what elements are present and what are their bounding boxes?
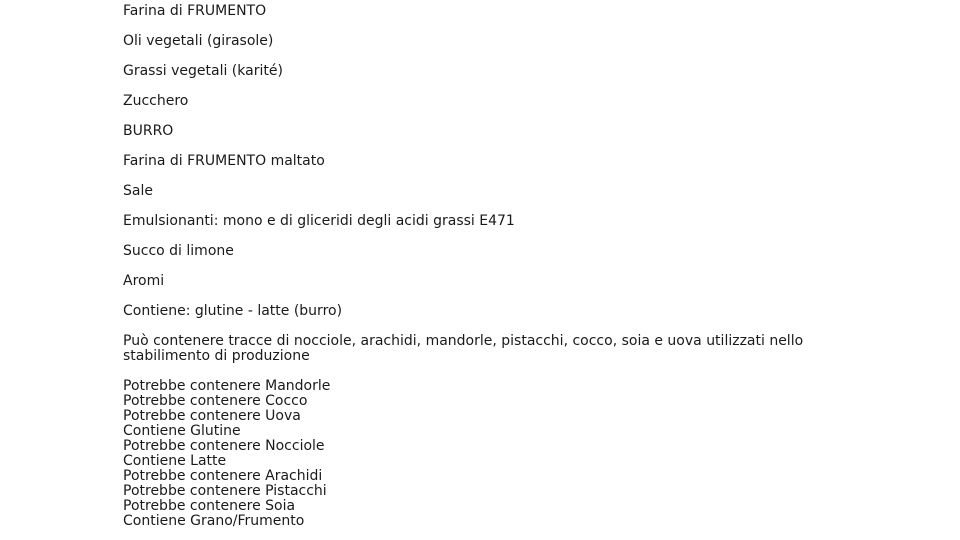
ingredient-item: Oli vegetali (girasole) (123, 33, 274, 49)
ingredient-item: Emulsionanti: mono e di gliceridi degli acidi grassi E471 (123, 213, 515, 229)
allergen-item: Potrebbe contenere Uova (123, 408, 301, 424)
allergen-item: Potrebbe contenere Mandorle (123, 378, 331, 394)
allergen-item: Contiene Latte (123, 453, 227, 469)
allergen-list (123, 379, 853, 529)
allergen-item: Contiene Glutine (123, 423, 241, 439)
ingredient-item: Succo di limone (123, 243, 234, 259)
allergen-item: Potrebbe contenere Cocco (123, 393, 308, 409)
allergen-item: Potrebbe contenere Arachidi (123, 468, 323, 484)
ingredient-item: BURRO (123, 123, 174, 139)
ingredient-item: Sale (123, 183, 153, 199)
allergen-item: Potrebbe contenere Nocciole (123, 438, 325, 454)
ingredient-item: Grassi vegetali (karité) (123, 63, 283, 79)
ingredient-item: Farina di FRUMENTO (123, 3, 267, 19)
trace-disclaimer: Può contenere tracce di nocciole, arachidi, mandorle, pistacchi, cocco, soia e uova utilizzati nello stabilimento di produzione (123, 333, 804, 364)
ingredient-item: Aromi (123, 273, 165, 289)
allergen-item: Potrebbe contenere Pistacchi (123, 483, 327, 499)
allergen-item: Potrebbe contenere Soia (123, 498, 296, 514)
ingredient-item: Zucchero (123, 93, 189, 109)
contains-summary: Contiene: glutine - latte (burro) (123, 303, 343, 319)
allergen-item: Contiene Grano/Frumento (123, 513, 305, 529)
ingredients-list (123, 4, 853, 529)
ingredient-item: Farina di FRUMENTO maltato (123, 153, 325, 169)
